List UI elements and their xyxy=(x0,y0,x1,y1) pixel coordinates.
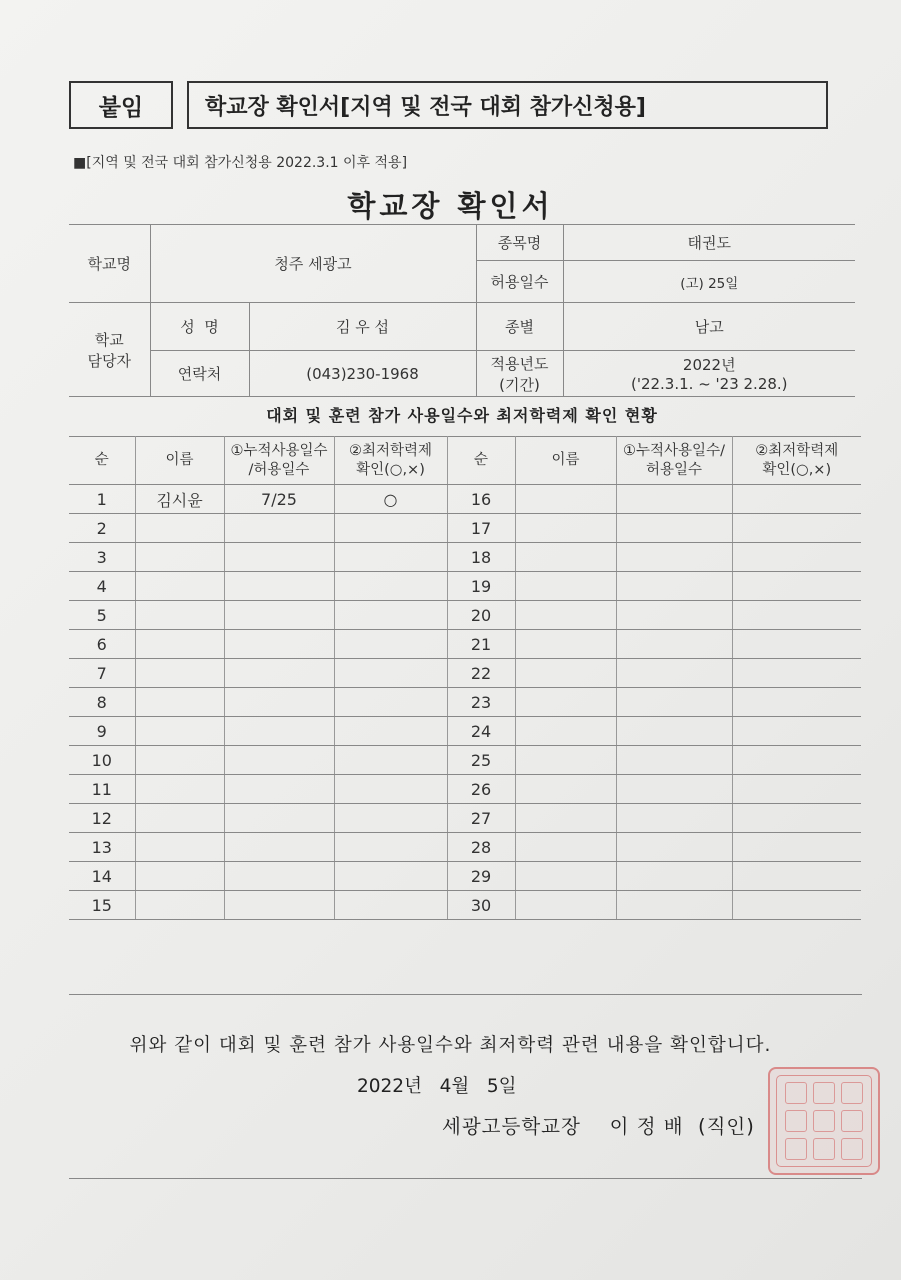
row-min-academic xyxy=(334,514,447,543)
row-used-days: 7/25 xyxy=(224,485,334,514)
row-used-days xyxy=(224,659,334,688)
header-used-days-right-line-2: 허용일수 xyxy=(645,461,703,478)
row-used-days-right xyxy=(616,775,732,804)
table-row xyxy=(69,543,861,572)
header-used-days-line-1: ①누적사용일수 xyxy=(230,442,328,459)
row-used-days xyxy=(224,746,334,775)
divider-line xyxy=(69,994,862,995)
header-used-days-right-line-1: ①누적사용일수/ xyxy=(623,442,725,459)
row-name-right xyxy=(515,746,616,775)
row-used-days-right xyxy=(616,717,732,746)
year-label-line-2: (기간) xyxy=(499,375,540,394)
row-name-right xyxy=(515,775,616,804)
row-number: 1 xyxy=(69,485,135,514)
row-number-right: 19 xyxy=(447,572,515,601)
row-number: 10 xyxy=(69,746,135,775)
row-name-right xyxy=(515,572,616,601)
header-min-academic-right xyxy=(732,437,861,485)
row-name-right xyxy=(515,543,616,572)
table-header-row xyxy=(69,437,861,485)
row-name xyxy=(135,659,224,688)
row-min-academic-right xyxy=(732,804,861,833)
row-number-right: 26 xyxy=(447,775,515,804)
row-number: 8 xyxy=(69,688,135,717)
info-table xyxy=(69,224,855,397)
row-number-right: 17 xyxy=(447,514,515,543)
year-value-line-1: 2022년 xyxy=(682,356,736,374)
row-min-academic xyxy=(334,833,447,862)
row-number-right: 22 xyxy=(447,659,515,688)
header-min-academic xyxy=(334,437,447,485)
row-used-days xyxy=(224,862,334,891)
year-label xyxy=(476,351,563,397)
row-min-academic-right xyxy=(732,688,861,717)
row-name xyxy=(135,543,224,572)
row-used-days xyxy=(224,717,334,746)
table-row xyxy=(69,833,861,862)
header-no: 순 xyxy=(69,437,135,485)
row-min-academic-right xyxy=(732,659,861,688)
row-min-academic-right xyxy=(732,862,861,891)
row-used-days-right xyxy=(616,688,732,717)
row-name-right xyxy=(515,862,616,891)
row-min-academic xyxy=(334,630,447,659)
attachment-label: 붙임 xyxy=(69,81,173,129)
row-min-academic xyxy=(334,659,447,688)
row-number-right: 21 xyxy=(447,630,515,659)
year-label-line-1: 적용년도 xyxy=(490,354,549,373)
header-min-academic-right-line-2: 확인(○,×) xyxy=(762,461,832,478)
school-value: 청주 세광고 xyxy=(150,225,476,303)
header-no-right: 순 xyxy=(447,437,515,485)
row-min-academic-right xyxy=(732,485,861,514)
manager-label-line-1: 학교 xyxy=(94,330,124,349)
application-note: ■[지역 및 전국 대회 참가신청용 2022.3.1 이후 적용] xyxy=(73,155,408,171)
row-used-days-right xyxy=(616,862,732,891)
manager-label xyxy=(69,303,150,397)
contact-label: 연락처 xyxy=(150,351,249,397)
year-value-line-2: ('22.3.1. ~ '23 2.28.) xyxy=(630,375,788,393)
table-row xyxy=(69,514,861,543)
official-seal xyxy=(768,1067,880,1175)
name-value: 김 우 섭 xyxy=(249,303,476,351)
row-name-right xyxy=(515,485,616,514)
row-used-days xyxy=(224,601,334,630)
row-name xyxy=(135,775,224,804)
row-name-right xyxy=(515,891,616,920)
row-number: 2 xyxy=(69,514,135,543)
row-min-academic-right xyxy=(732,601,861,630)
row-used-days xyxy=(224,514,334,543)
table-row xyxy=(69,659,861,688)
row-name-right xyxy=(515,601,616,630)
row-used-days xyxy=(224,891,334,920)
row-name xyxy=(135,891,224,920)
row-used-days-right xyxy=(616,804,732,833)
allowed-days-label: 허용일수 xyxy=(476,261,563,303)
table-row xyxy=(69,717,861,746)
row-name xyxy=(135,717,224,746)
principal-signature: 세광고등학교장 이 정 배 (직인) xyxy=(442,1115,755,1138)
row-number-right: 29 xyxy=(447,862,515,891)
contact-value: (043)230-1968 xyxy=(249,351,476,397)
row-min-academic xyxy=(334,891,447,920)
row-number: 9 xyxy=(69,717,135,746)
row-name: 김시윤 xyxy=(135,485,224,514)
row-used-days xyxy=(224,833,334,862)
row-name-right xyxy=(515,514,616,543)
header-name-right: 이름 xyxy=(515,437,616,485)
row-number-right: 20 xyxy=(447,601,515,630)
row-used-days xyxy=(224,630,334,659)
row-name-right xyxy=(515,630,616,659)
page-title: 학교장 확인서 xyxy=(347,189,554,223)
row-min-academic-right xyxy=(732,514,861,543)
category-label: 종별 xyxy=(476,303,563,351)
name-label: 성 명 xyxy=(150,303,249,351)
sport-value: 태권도 xyxy=(563,225,855,261)
row-name xyxy=(135,572,224,601)
table-row xyxy=(69,572,861,601)
header-used-days xyxy=(224,437,334,485)
row-number-right: 28 xyxy=(447,833,515,862)
row-used-days-right xyxy=(616,514,732,543)
table-row xyxy=(69,804,861,833)
row-number-right: 27 xyxy=(447,804,515,833)
header-used-days-line-2: /허용일수 xyxy=(248,461,310,478)
row-number-right: 18 xyxy=(447,543,515,572)
row-number: 6 xyxy=(69,630,135,659)
row-number: 5 xyxy=(69,601,135,630)
row-name xyxy=(135,601,224,630)
confirmation-text: 위와 같이 대회 및 훈련 참가 사용일수와 최저학력 관련 내용을 확인합니다. xyxy=(129,1035,772,1056)
document-title: 학교장 확인서[지역 및 전국 대회 참가신청용] xyxy=(187,81,828,129)
row-used-days xyxy=(224,804,334,833)
row-min-academic-right xyxy=(732,572,861,601)
header-min-academic-line-2: 확인(○,×) xyxy=(356,461,425,478)
bottom-line xyxy=(69,1178,862,1179)
row-used-days-right xyxy=(616,746,732,775)
table-row xyxy=(69,601,861,630)
row-name xyxy=(135,514,224,543)
row-name-right xyxy=(515,833,616,862)
row-min-academic-right xyxy=(732,717,861,746)
row-name-right xyxy=(515,688,616,717)
row-min-academic xyxy=(334,746,447,775)
row-min-academic xyxy=(334,543,447,572)
row-number: 15 xyxy=(69,891,135,920)
row-used-days-right xyxy=(616,833,732,862)
row-number: 3 xyxy=(69,543,135,572)
table-row xyxy=(69,775,861,804)
row-number: 7 xyxy=(69,659,135,688)
table-row xyxy=(69,688,861,717)
row-name xyxy=(135,833,224,862)
row-min-academic xyxy=(334,717,447,746)
row-min-academic-right xyxy=(732,833,861,862)
row-min-academic-right xyxy=(732,630,861,659)
row-min-academic xyxy=(334,862,447,891)
row-name-right xyxy=(515,717,616,746)
table-row xyxy=(69,630,861,659)
manager-label-line-2: 담당자 xyxy=(87,351,131,370)
row-used-days-right xyxy=(616,572,732,601)
row-number-right: 30 xyxy=(447,891,515,920)
row-name-right xyxy=(515,804,616,833)
header-min-academic-line-1: ②최저학력제 xyxy=(348,442,433,459)
row-name xyxy=(135,630,224,659)
table-row xyxy=(69,746,861,775)
header-used-days-right xyxy=(616,437,732,485)
row-name xyxy=(135,804,224,833)
row-name xyxy=(135,862,224,891)
row-used-days xyxy=(224,775,334,804)
row-used-days-right xyxy=(616,659,732,688)
row-min-academic xyxy=(334,804,447,833)
row-min-academic: ○ xyxy=(334,485,447,514)
row-used-days-right xyxy=(616,891,732,920)
row-number-right: 24 xyxy=(447,717,515,746)
row-number-right: 16 xyxy=(447,485,515,514)
row-min-academic-right xyxy=(732,891,861,920)
row-used-days-right xyxy=(616,601,732,630)
row-number: 11 xyxy=(69,775,135,804)
row-number: 4 xyxy=(69,572,135,601)
row-min-academic xyxy=(334,775,447,804)
row-min-academic-right xyxy=(732,746,861,775)
school-label: 학교명 xyxy=(69,225,150,303)
row-name-right xyxy=(515,659,616,688)
header-name: 이름 xyxy=(135,437,224,485)
year-value xyxy=(563,351,855,397)
table-row xyxy=(69,862,861,891)
header-min-academic-right-line-1: ②최저학력제 xyxy=(755,442,839,459)
status-title: 대회 및 훈련 참가 사용일수와 최저학력제 확인 현황 xyxy=(266,406,658,425)
row-min-academic xyxy=(334,688,447,717)
row-min-academic-right xyxy=(732,543,861,572)
row-min-academic xyxy=(334,572,447,601)
row-number: 12 xyxy=(69,804,135,833)
table-row xyxy=(69,891,861,920)
table-row xyxy=(69,485,861,514)
allowed-days-value: (고) 25일 xyxy=(563,261,855,303)
row-min-academic-right xyxy=(732,775,861,804)
status-table xyxy=(69,436,861,920)
row-used-days xyxy=(224,688,334,717)
row-number: 14 xyxy=(69,862,135,891)
row-used-days-right xyxy=(616,543,732,572)
row-number-right: 23 xyxy=(447,688,515,717)
row-number: 13 xyxy=(69,833,135,862)
issue-date: 2022년 4월 5일 xyxy=(357,1076,517,1097)
row-used-days-right xyxy=(616,485,732,514)
row-used-days-right xyxy=(616,630,732,659)
row-number-right: 25 xyxy=(447,746,515,775)
sport-label: 종목명 xyxy=(476,225,563,261)
row-min-academic xyxy=(334,601,447,630)
row-name xyxy=(135,746,224,775)
row-used-days xyxy=(224,572,334,601)
row-used-days xyxy=(224,543,334,572)
row-name xyxy=(135,688,224,717)
category-value: 남고 xyxy=(563,303,855,351)
